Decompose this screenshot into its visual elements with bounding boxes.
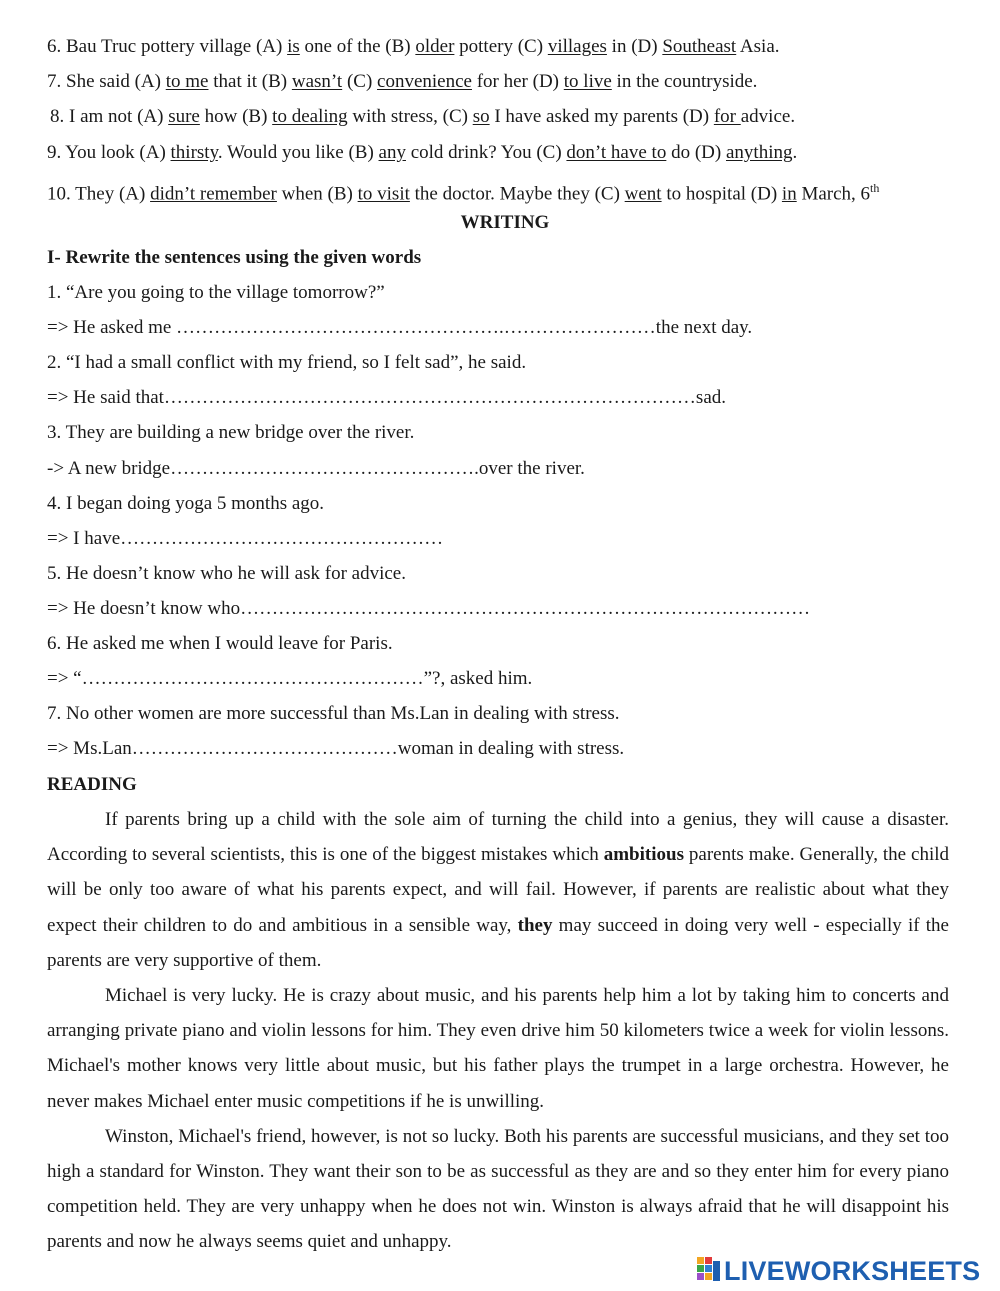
writing-question: 4. I began doing yoga 5 months ago. bbox=[47, 492, 325, 514]
writing-heading: WRITING bbox=[460, 212, 550, 233]
grammar-item bbox=[47, 35, 780, 59]
grammar-item bbox=[50, 105, 795, 129]
reading-p1-text-c: may succeed in doing very well - especially if the parents are very supportive of them. bbox=[47, 914, 949, 971]
underlined-option-b: wasn’t bbox=[291, 71, 343, 92]
grammar-text: in the countryside. bbox=[611, 71, 758, 92]
underlined-option-b: to dealing bbox=[272, 106, 348, 127]
writing-answer-line: => He doesn’t know who……………………………………………………………………………… bbox=[47, 597, 811, 619]
writing-answer-line: => “………………………………………………”?, asked him. bbox=[47, 668, 533, 690]
grammar-text: that it (B) bbox=[208, 71, 292, 92]
reading-paragraph-2: Michael is very lucky. He is crazy about music, and his parents help him a lot by taking him to concerts and arranging private piano and violin lessons for him. They even drive him 50 kilometers twice a week for violin lessons. Michael's mother knows very little about music, but his father plays the trumpet in a large orchestra. However, he never makes Michael enter music competitions if he is unwilling. bbox=[47, 985, 949, 1112]
underlined-option-d: anything bbox=[725, 142, 793, 163]
writing-question: 7. No other women are more successful than Ms.Lan in dealing with stress. bbox=[47, 703, 620, 725]
reading-p1-text-a: If parents bring up a child with the sole aim of turning the child into a genius, they will cause a disaster. According to several scientists, this is one of the biggest mistakes which bbox=[47, 809, 949, 866]
writing-answer-line: => He said that…………………………………………………………………………sad. bbox=[47, 387, 727, 409]
grammar-text: 6. Bau Truc pottery village (A) bbox=[47, 36, 288, 57]
grammar-text: March, 6 bbox=[796, 183, 871, 205]
underlined-option-b: older bbox=[415, 36, 455, 57]
underlined-option-b: any bbox=[378, 142, 406, 163]
underlined-option-a: sure bbox=[168, 106, 200, 127]
underlined-option-a: didn’t remember bbox=[150, 183, 277, 205]
reading-passage bbox=[47, 802, 949, 1260]
grammar-item bbox=[47, 70, 757, 94]
writing-answer-line: -> A new bridge………………………………………….over the river. bbox=[47, 457, 585, 479]
writing-question: 2. “I had a small conflict with my friend, so I felt sad”, he said. bbox=[47, 352, 527, 374]
writing-section-title: I- Rewrite the sentences using the given words bbox=[47, 247, 422, 268]
writing-question: 5. He doesn’t know who he will ask for advice. bbox=[47, 562, 406, 584]
superscript-th: th bbox=[870, 181, 880, 195]
grammar-text: . Would you like (B) bbox=[217, 142, 379, 163]
grammar-text: to hospital (D) bbox=[661, 183, 782, 205]
logo-text-live: LIVE bbox=[724, 1255, 785, 1286]
reading-paragraph-1 bbox=[47, 802, 949, 978]
grammar-text: I have asked my parents (D) bbox=[489, 106, 714, 127]
grammar-text: Asia. bbox=[736, 36, 780, 57]
underlined-option-c: went bbox=[624, 183, 662, 205]
reading-p1-bold-they: they bbox=[517, 914, 553, 936]
grammar-text: in (D) bbox=[606, 36, 663, 57]
underlined-option-c: villages bbox=[547, 36, 607, 57]
liveworksheets-logo-icon bbox=[697, 1257, 721, 1285]
writing-question: 6. He asked me when I would leave for Paris. bbox=[47, 633, 393, 654]
underlined-option-c: convenience bbox=[377, 71, 472, 92]
grammar-text: . bbox=[792, 142, 798, 163]
reading-p1-bold-ambitious: ambitious bbox=[603, 844, 684, 866]
liveworksheets-logo bbox=[697, 1255, 980, 1287]
grammar-text: 7. She said (A) bbox=[47, 71, 166, 92]
writing-answer-line: => He asked me …………………………………………….……………………the next day. bbox=[47, 317, 753, 339]
underlined-option-c: don’t have to bbox=[566, 142, 667, 163]
underlined-option-a: is bbox=[287, 36, 300, 57]
grammar-text: 9. You look (A) bbox=[47, 142, 171, 163]
writing-answer-line: => Ms.Lan……………………………………woman in dealing with stress. bbox=[47, 738, 625, 760]
logo-text-worksheets: WORKSHEETS bbox=[784, 1255, 981, 1286]
reading-heading: READING bbox=[47, 774, 137, 795]
writing-question: 3. They are building a new bridge over the river. bbox=[47, 422, 415, 444]
underlined-option-d: to live bbox=[563, 71, 612, 92]
underlined-option-a: thirsty bbox=[170, 142, 218, 163]
grammar-text: for her (D) bbox=[471, 71, 564, 92]
writing-question: 1. “Are you going to the village tomorrow?” bbox=[47, 282, 385, 303]
underlined-option-d: in bbox=[781, 183, 797, 205]
grammar-text: with stress, (C) bbox=[347, 106, 473, 127]
grammar-text: 10. They (A) bbox=[47, 183, 151, 205]
grammar-text: (C) bbox=[342, 71, 378, 92]
grammar-text: when (B) bbox=[276, 183, 358, 205]
grammar-text: pottery (C) bbox=[454, 36, 548, 57]
grammar-text: advice. bbox=[740, 106, 796, 127]
grammar-text: cold drink? You (C) bbox=[405, 142, 567, 163]
grammar-text: 8. I am not (A) bbox=[50, 106, 169, 127]
underlined-option-d: Southeast bbox=[662, 36, 737, 57]
grammar-item bbox=[47, 141, 797, 165]
reading-paragraph-3: Winston, Michael's friend, however, is not so lucky. Both his parents are successful musicians, and they set too high a standard for Winston. They want their son to be as successful as they are and so they enter him for every piano competition held. They are very unhappy when he does not win. Winston is always afraid that he will disappoint his parents and now he always seems quiet and unhappy. bbox=[47, 1125, 949, 1253]
underlined-option-b: to visit bbox=[357, 183, 410, 205]
grammar-text: how (B) bbox=[199, 106, 273, 127]
grammar-text: do (D) bbox=[666, 142, 726, 163]
grammar-text: one of the (B) bbox=[299, 36, 416, 57]
grammar-item bbox=[47, 176, 879, 206]
underlined-option-a: to me bbox=[165, 71, 209, 92]
underlined-option-c: so bbox=[472, 106, 490, 127]
writing-answer-line: => I have…………………………………………… bbox=[47, 527, 444, 549]
reading-p1-text-b: parents make. Generally, the child will be only too aware of what his parents expect, and will fail. However, if parents are realistic about what they expect their children to do and ambitious in a sensible way, bbox=[47, 844, 950, 936]
grammar-text: the doctor. Maybe they (C) bbox=[409, 183, 625, 205]
underlined-option-d: for bbox=[713, 106, 741, 127]
